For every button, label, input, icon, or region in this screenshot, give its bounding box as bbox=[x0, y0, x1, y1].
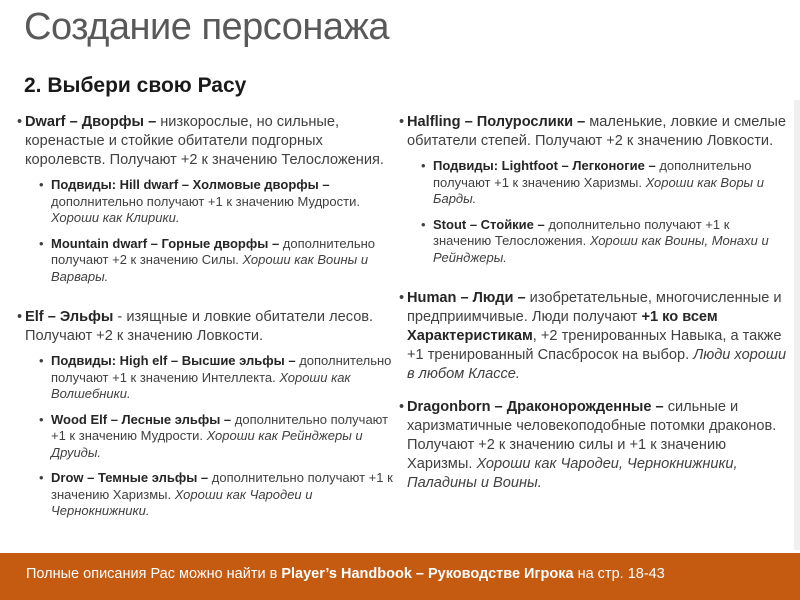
subrace-desc: дополнительно получают +1 к значению Интеллекта. bbox=[51, 353, 392, 385]
race-desc: - изящные и ловкие обитатели лесов. Получают +2 к значению Ловкости. bbox=[25, 309, 374, 344]
race-name: Halfling – Полурослики – bbox=[407, 114, 586, 130]
subrace-good-as: Хороши как Воины и Варвары. bbox=[51, 252, 369, 284]
subrace-desc: дополнительно получают +1 к значению Харизмы. bbox=[433, 158, 752, 190]
subrace-wood-elf: • Wood Elf – Лесные эльфы – дополнительно получают +1 к значению Мудрости. Хороши как Рейнджеры и Друиды. bbox=[39, 411, 389, 460]
subrace-name: Stout – Стойкие – bbox=[433, 216, 545, 232]
footer-book-title: Player’s Handbook – Руководстве Игрока bbox=[281, 566, 574, 582]
race-bonus: +1 ко всем Характеристикам bbox=[407, 309, 718, 344]
subrace-name: Drow – Темные эльфы – bbox=[51, 470, 209, 485]
race-name: Dragonborn – Драконорожденные – bbox=[407, 399, 664, 415]
race-good-as: Люди хороши в любом Классе. bbox=[407, 347, 787, 382]
subrace-name: Подвиды: Lightfoot – Легконогие – bbox=[433, 158, 656, 173]
subrace-list bbox=[25, 177, 400, 285]
right-edge-strip bbox=[794, 100, 800, 550]
subrace-desc: дополнительно получают +1 к значению Мудрости. bbox=[51, 411, 389, 443]
bullet: • bbox=[399, 399, 405, 415]
footer-bar bbox=[0, 553, 800, 600]
bullet: • bbox=[17, 114, 23, 130]
subrace-mountain-dwarf: • Mountain dwarf – Горные дворфы – дополнительно получают +2 к значению Силы. Хороши как Воины и Варвары. bbox=[39, 235, 375, 284]
subrace-name: Wood Elf – Лесные эльфы – bbox=[51, 411, 232, 427]
subrace-desc: дополнительно получают +1 к значению Харизмы. bbox=[51, 470, 393, 502]
race-dwarf bbox=[17, 113, 400, 285]
subrace-list bbox=[407, 158, 787, 266]
subrace-good-as: Хороши как Воры и Барды. bbox=[433, 174, 764, 206]
subrace-high-elf: • Подвиды: High elf – Высшие эльфы – дополнительно получают +1 к значению Интеллекта. Хороши как Волшебники. bbox=[39, 353, 392, 401]
subrace-desc: дополнительно получают +1 к значению Мудрости. bbox=[51, 193, 360, 209]
race-desc: изобретательные, многочисленные и предприимчивые. Люди получают bbox=[407, 290, 782, 325]
race-dragonborn bbox=[399, 398, 787, 493]
subrace-list bbox=[25, 353, 400, 520]
subrace-good-as: Хороши как Воины, Монахи и Рейнджеры. bbox=[433, 233, 769, 265]
left-column bbox=[17, 113, 400, 529]
footer-text bbox=[26, 566, 665, 582]
race-desc: низкорослые, но сильные, коренастые и стойкие обитатели подгорных королевств. Получают +2 к значению Телосложения. bbox=[25, 114, 384, 168]
subrace-name: Mountain dwarf – Горные дворфы – bbox=[51, 235, 280, 251]
right-column bbox=[399, 113, 787, 493]
race-human bbox=[399, 289, 787, 384]
subrace-good-as: Хороши как Чародеи и Чернокнижники. bbox=[51, 486, 313, 518]
page-title: Создание персонажа bbox=[24, 6, 390, 48]
race-name: Elf – Эльфы bbox=[25, 309, 114, 325]
bullet: • bbox=[399, 114, 405, 130]
race-desc: маленькие, ловкие и смелые обитатели степей. Получают +2 к значению Ловкости. bbox=[407, 114, 787, 149]
race-elf bbox=[17, 308, 400, 520]
subrace-desc: дополнительно получают +1 к значению Телосложения. bbox=[433, 216, 730, 248]
subrace-good-as: Хороши как Волшебники. bbox=[51, 369, 351, 401]
race-desc-cont: , +2 тренированных Навыка, а также +1 тренированный Спасбросок на выбор. bbox=[407, 328, 782, 363]
race-good-as: Хороши как Чародеи, Чернокнижники, Паладины и Воины. bbox=[407, 456, 738, 491]
subrace-stout: • Stout – Стойкие – дополнительно получают +1 к значению Телосложения. Хороши как Воины, Монахи и Рейнджеры. bbox=[421, 216, 769, 265]
bullet: • bbox=[399, 290, 405, 306]
race-name: Dwarf – Дворфы – bbox=[25, 114, 157, 130]
race-desc: сильные и харизматичные человекоподобные потомки драконов. Получают +2 к значению силы и +1 к значению Харизмы. bbox=[407, 399, 777, 472]
race-halfling bbox=[399, 113, 787, 266]
subrace-lightfoot: • Подвиды: Lightfoot – Легконогие – дополнительно получают +1 к значению Харизмы. Хороши как Воры и Барды. bbox=[421, 158, 764, 206]
subrace-good-as: Хороши как Рейнджеры и Друиды. bbox=[51, 428, 363, 460]
footer-suffix: на стр. 18-43 bbox=[573, 566, 665, 582]
race-name: Human – Люди – bbox=[407, 290, 526, 306]
subrace-name: Подвиды: Hill dwarf – Холмовые дворфы – bbox=[51, 177, 330, 192]
subrace-desc: дополнительно получают +2 к значению Силы. bbox=[51, 235, 375, 267]
subrace-name: Подвиды: High elf – Высшие эльфы – bbox=[51, 353, 296, 368]
subrace-good-as: Хороши как Клирики. bbox=[51, 210, 180, 225]
subrace-drow: • Drow – Темные эльфы – дополнительно получают +1 к значению Харизмы. Хороши как Чародеи и Чернокнижники. bbox=[39, 470, 393, 518]
bullet: • bbox=[17, 309, 23, 325]
section-subtitle: 2. Выбери свою Расу bbox=[24, 74, 247, 97]
footer-prefix: Полные описания Рас можно найти в bbox=[26, 566, 282, 582]
subrace-hill-dwarf: • Подвиды: Hill dwarf – Холмовые дворфы – дополнительно получают +1 к значению Мудрости. Хороши как Клирики. bbox=[39, 177, 360, 225]
